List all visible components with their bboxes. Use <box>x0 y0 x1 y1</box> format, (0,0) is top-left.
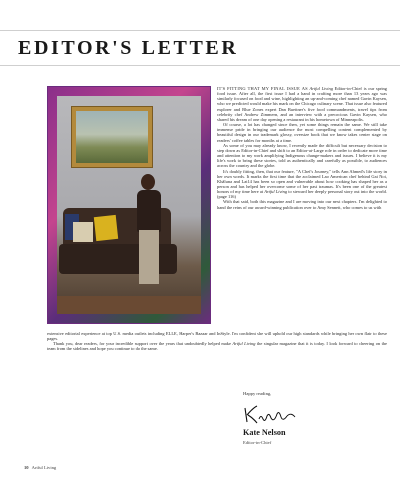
pillow-cream <box>73 222 93 242</box>
closing-line: Happy reading, <box>243 391 272 396</box>
title-rule-bottom <box>0 65 400 66</box>
letter-wide-text <box>47 331 387 352</box>
letter-column <box>217 86 387 210</box>
paragraph-5-continued: extensive editorial experience at top U.S. media outlets including ELLE, Harper's Bazaar and InStyle. I'm confident she will uphold our high standards while bringing her own flair to these pages. <box>47 331 387 342</box>
paragraph-6: Thank you, dear readers, for your incredible support over the years that undoubtedly helped make Artful Living the singular magazine that it is today. I look forward to cheering on the team from the sidelines and hope you continue to do the same. <box>47 341 387 352</box>
page-footer <box>24 465 56 470</box>
paragraph-5: With that said, both this magazine and I are moving into our next chapters. I'm delighted to hand the reins of our award-winning publication over to Amy Sennett, who comes to us with <box>217 199 387 210</box>
painting <box>71 106 153 168</box>
person <box>141 174 155 190</box>
title-rule-top <box>0 30 400 31</box>
page-number: 10 <box>24 465 29 470</box>
paragraph-3: As some of you may already know, I recently made the difficult but necessary decision to step down as Editor-in-Chief and shift to an Editor-at-Large role in order to dedicate more time and attention to my work amplifying Indigenous change-makers and issues. I believe it is my life's work to bring these stories, told as authentically and carefully as possible, to audiences across the country and the globe. <box>217 142 387 169</box>
paragraph-2: Of course, a lot has changed since then, yet some things remain the same. We still take immense pride in bringing our audience the most compelling content complemented by beautiful design in our trademark glossy, oversize book that we know takes center stage on readers' coffee tables for months at a time. <box>217 122 387 143</box>
photo-frame <box>47 86 211 324</box>
page-title: EDITOR'S LETTER <box>18 37 239 59</box>
pillow-yellow <box>94 215 118 241</box>
signature-name: Kate Nelson <box>243 428 286 437</box>
signature-role: Editor-in-Chief <box>243 440 272 445</box>
paragraph-1: IT'S FITTING THAT MY FINAL ISSUE AS Artful Living Editor-in-Chief is our spring food issue. After all, the first issue I had a hand in crafting more than 13 years ago was similarly focused on food and wine, highlighting an up-and-coming chef named Gavin Kaysen, who we predicted would make his mark on the Chicago culinary scene. That issue also featured explorer and Blue Zones expert Dan Buettner's five food commandments, travel tips from celebrity chef Andrew Zimmern, and an interview with a precocious Gavin Kaysen, who shared his dream of one day opening a restaurant in his hometown of Minneapolis. <box>217 86 387 122</box>
handwritten-signature <box>243 402 303 428</box>
floor <box>57 296 201 314</box>
editor-photo <box>57 96 201 314</box>
paragraph-4: It's doubly fitting, then, that our feature, "A Chef's Journey," tells Ann Ahmed's life story in her own words. It marks the first time that the acclaimed Lao American chef behind Gai Noi, Khâluna and Lat14 has been so open and vulnerable about how cooking has shaped her as a person and has helped her overcome some of her past traumas. It's been one of the greatest honors of my time here at Artful Living to steward her deeply personal story out into the world. (page 116) <box>217 168 387 200</box>
footer-magazine: Artful Living <box>31 465 57 470</box>
